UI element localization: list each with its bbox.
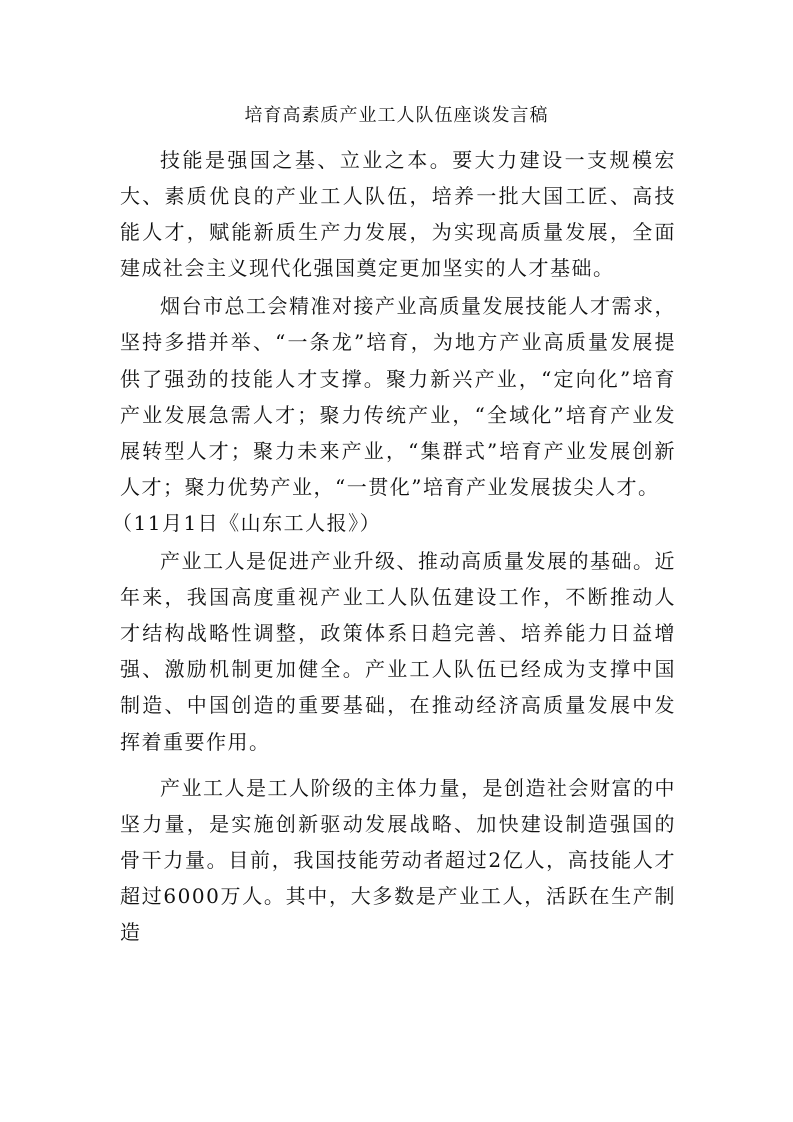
paragraph-4: 产业工人是工人阶级的主体力量，是创造社会财富的中坚力量，是实施创新驱动发展战略、加快建设制造强国的骨干力量。目前，我国技能劳动者超过2亿人，高技能人才超过6000万人。其中，大多数是产业工人，活跃在生产制造 — [120, 775, 676, 944]
source-note: （11月1日《山东工人报》） — [112, 510, 382, 535]
paragraph-2: 烟台市总工会精准对接产业高质量发展技能人才需求，坚持多措并举、“一条龙”培育，为地方产业高质量发展提供了强劲的技能人才支撑。聚力新兴产业，“定向化”培育产业发展急需人才；聚力传统产业，“全域化”培育产业发展转型人才；聚力未来产业，“集群式”培育产业发展创新人才；聚力优势产业，“一贯化”培育产业发展拔尖人才。 — [120, 294, 676, 499]
paragraph-1: 技能是强国之基、立业之本。要大力建设一支规模宏大、素质优良的产业工人队伍，培养一批大国工匠、高技能人才，赋能新质生产力发展，为实现高质量发展，全面建成社会主义现代化强国奠定更加坚实的人才基础。 — [120, 148, 676, 281]
paragraph-3: 产业工人是促进产业升级、推动高质量发展的基础。近年来，我国高度重视产业工人队伍建设工作，不断推动人才结构战略性调整，政策体系日趋完善、培养能力日益增强、激励机制更加健全。产业工人队伍已经成为支撑中国制造、中国创造的重要基础，在推动经济高质量发展中发挥着重要作用。 — [120, 549, 676, 754]
document-body — [112, 142, 676, 950]
document-title: 培育高素质产业工人队伍座谈发言稿 — [244, 105, 549, 126]
